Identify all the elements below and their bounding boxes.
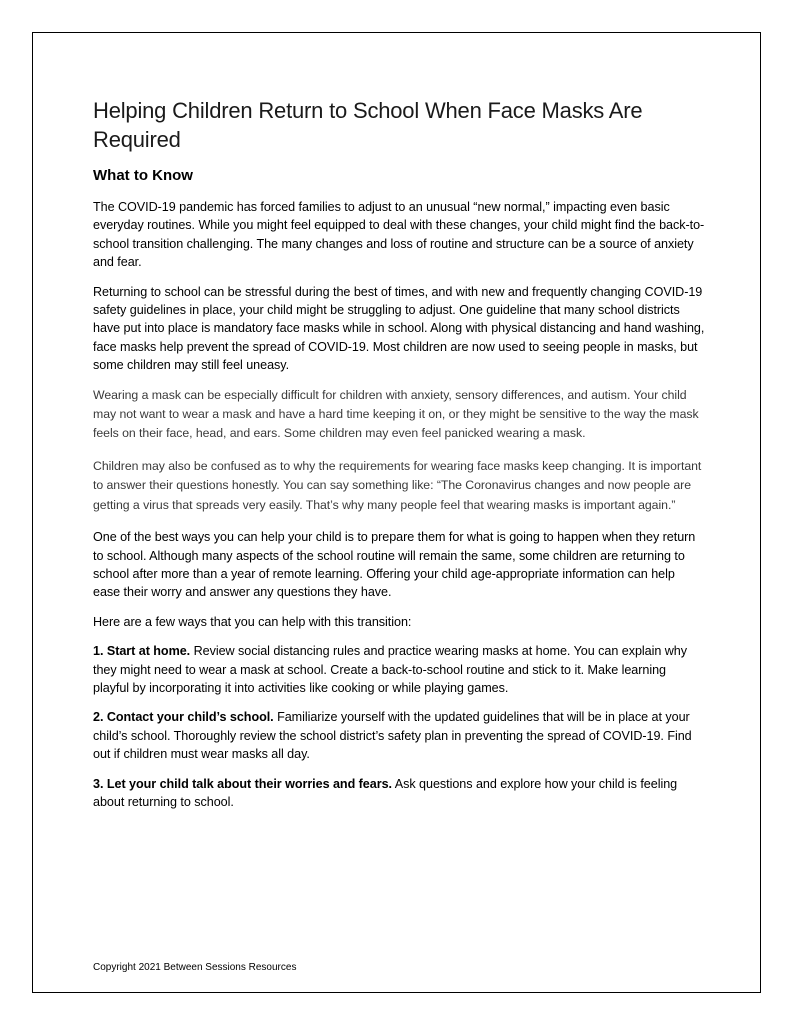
paragraph: One of the best ways you can help your child is to prepare them for what is going to happen when they return to school. Although many aspects of the school routine will remain the same, some children are returning to school after more than a year of remote learning. Offering your child age-appropriate information can help ease their worry and answer any questions they have. xyxy=(93,530,696,600)
tip-text: Ask questions and explore how your child is feeling about returning to school. xyxy=(93,776,678,809)
paragraph: Here are a few ways that you can help with this transition: xyxy=(93,614,412,629)
tip-text: Familiarize yourself with the updated guidelines that will be in place at your child’s school. Thoroughly review the school district’s safety plan in preventing the spread of COVID-19. Find out if children must wear masks all day. xyxy=(93,710,692,762)
section-heading: What to Know xyxy=(93,167,193,184)
tip-lead: 2. Contact your child’s school. xyxy=(93,710,274,725)
copyright-footer: Copyright 2021 Between Sessions Resources xyxy=(93,962,297,973)
tip-text: Review social distancing rules and practice wearing masks at home. You can explain why they might need to wear a mask at school. Create a back-to-school routine and stick to it. Make learning playful by incorporating it into activities like cooking or while playing games. xyxy=(93,644,688,695)
tip-lead: 1. Start at home. xyxy=(93,644,191,659)
paragraph: Wearing a mask can be especially difficult for children with anxiety, sensory differences, and autism. Your child may not want to wear a mask and have a hard time keeping it on, or they might be sensitive to the way the mask feels on their face, head, and ears. Some children may even feel panicked wearing a mask. xyxy=(93,387,699,441)
tip-item xyxy=(93,775,705,812)
paragraph: Returning to school can be stressful during the best of times, and with new and frequently changing COVID-19 safety guidelines in place, your child might be struggling to adjust. One guideline that many school districts have put into place is mandatory face masks while in school. Along with physical distancing and hand washing, face masks help prevent the spread of COVID-19. Most children are now used to seeing people in masks, but some children may still feel uneasy. xyxy=(93,284,705,373)
paragraph: The COVID-19 pandemic has forced families to adjust to an unusual “new normal,” impacting even basic everyday routines. While you might feel equipped to deal with these changes, your child might find the back-to-school transition challenging. The many changes and loss of routine and structure can be a source of anxiety and fear. xyxy=(93,200,705,270)
tip-item xyxy=(93,642,705,697)
document-title: Helping Children Return to School When Face Masks Are Required xyxy=(93,98,643,152)
tip-lead: 3. Let your child talk about their worries and fears. xyxy=(93,776,392,791)
paragraph: Children may also be confused as to why the requirements for wearing face masks keep changing. It is important to answer their questions honestly. You can say something like: “The Coronavirus changes and now people are getting a virus that spreads very easily. That’s why many people feel that wearing masks is important again.” xyxy=(93,458,702,512)
tip-item xyxy=(93,708,705,763)
document-body xyxy=(93,96,705,822)
